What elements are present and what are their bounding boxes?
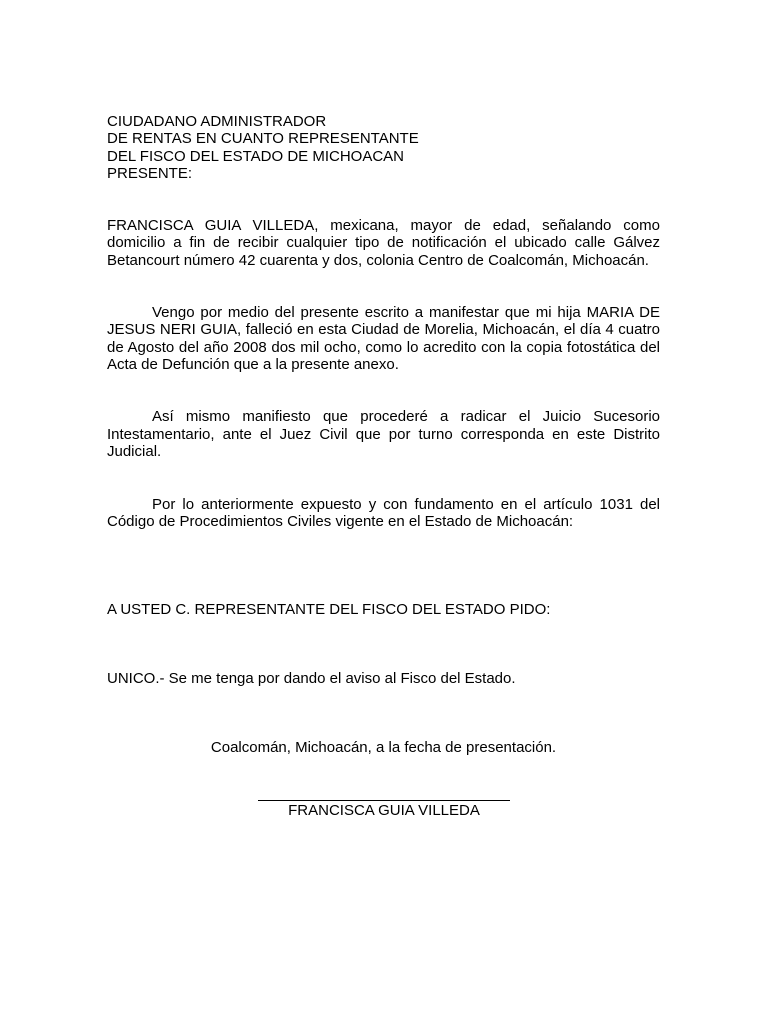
petition-heading: A USTED C. REPRESENTANTE DEL FISCO DEL ESTADO PIDO: <box>107 600 551 618</box>
signature-block <box>258 784 510 819</box>
petition-item: UNICO.- Se me tenga por dando el aviso al Fisco del Estado. <box>107 670 516 688</box>
paragraph-succession-trial: Así mismo manifiesto que procederé a radicar el Juicio Sucesorio Intestamentario, ante el Juez Civil que por turno corresponda en este Distrito Judicial. <box>107 408 660 460</box>
addressee-line-1: CIUDADANO ADMINISTRADOR <box>107 113 327 130</box>
letter-body <box>107 113 660 757</box>
addressee-line-2: DE RENTAS EN CUANTO REPRESENTANTE <box>107 130 419 148</box>
addressee-block <box>107 113 660 182</box>
place-and-date: Coalcomán, Michoacán, a la fecha de presentación. <box>210 739 557 757</box>
addressee-line-3: DEL FISCO DEL ESTADO DE MICHOACAN <box>107 147 404 165</box>
addressee-line-4: PRESENTE: <box>107 164 193 182</box>
signature-name: FRANCISCA GUIA VILLEDA <box>288 802 480 819</box>
signature-line <box>258 784 510 801</box>
paragraph-death-notice: Vengo por medio del presente escrito a manifestar que mi hija MARIA DE JESUS NERI GUIA, falleció en esta Ciudad de Morelia, Michoacán, el día 4 cuatro de Agosto del año 2008 dos mil ocho, como lo acredito con la copia fotostática del Acta de Defunción que a la presente anexo. <box>107 304 660 373</box>
paragraph-legal-basis: Por lo anteriormente expuesto y con fundamento en el artículo 1031 del Código de Procedimientos Civiles vigente en el Estado de Michoacán: <box>107 496 660 531</box>
intro-paragraph: FRANCISCA GUIA VILLEDA, mexicana, mayor de edad, señalando como domicilio a fin de recibir cualquier tipo de notificación el ubicado calle Gálvez Betancourt número 42 cuarenta y dos, colonia Centro de Coalcomán, Michoacán. <box>107 217 660 269</box>
